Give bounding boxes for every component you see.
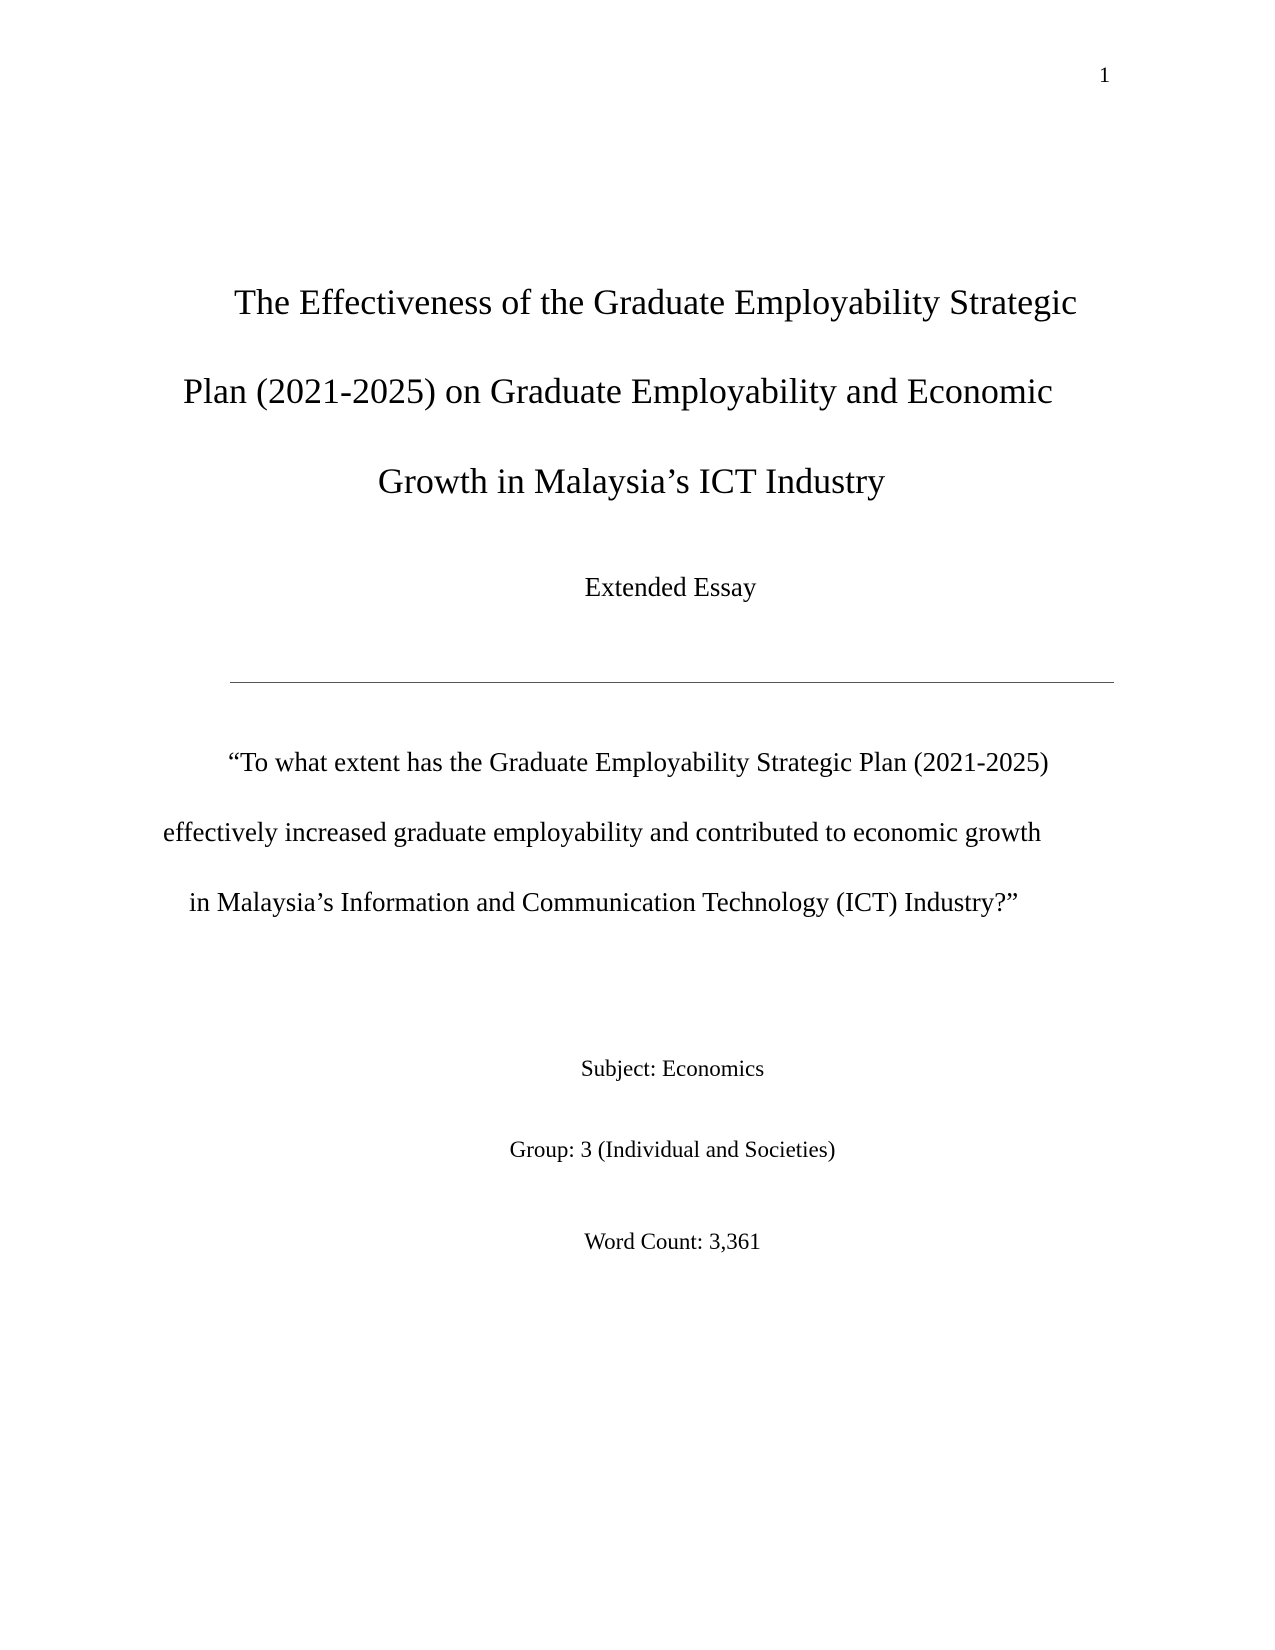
page-number: 1 (1099, 62, 1110, 87)
research-question-line-1: “To what extent has the Graduate Employability Strategic Plan (2021-2025) (228, 747, 1049, 777)
word-count-line: Word Count: 3,361 (584, 1229, 761, 1254)
group-line: Group: 3 (Individual and Societies) (509, 1137, 836, 1162)
subject-line: Subject: Economics (580, 1056, 765, 1081)
title-line-2: Plan (2021-2025) on Graduate Employability and Economic (183, 371, 1053, 411)
research-question-line-3: in Malaysia’s Information and Communication Technology (ICT) Industry?” (189, 887, 1019, 917)
essay-subtitle: Extended Essay (584, 572, 757, 602)
horizontal-divider (230, 682, 1114, 683)
title-line-1: The Effectiveness of the Graduate Employability Strategic (234, 282, 1078, 322)
research-question-line-2: effectively increased graduate employability and contributed to economic growth (163, 817, 1042, 847)
title-line-3: Growth in Malaysia’s ICT Industry (377, 461, 886, 501)
